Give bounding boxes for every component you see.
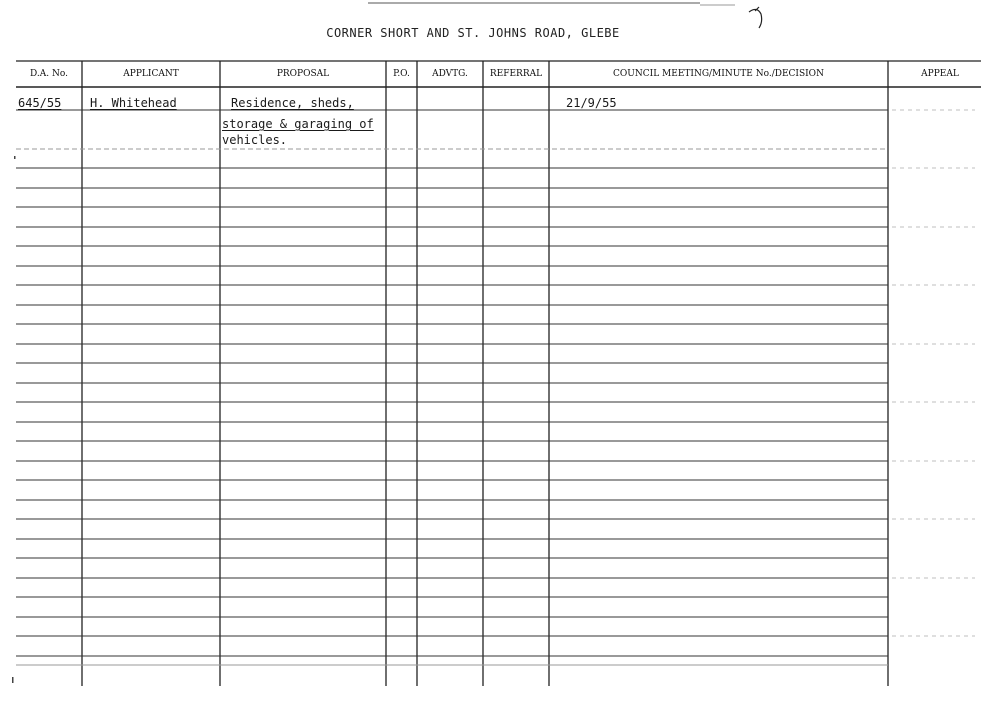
page-title: CORNER SHORT AND ST. JOHNS ROAD, GLEBE: [326, 26, 620, 40]
header-po: P.O.: [393, 69, 410, 79]
row-da-number: 645/55: [18, 96, 62, 110]
header-proposal: PROPOSAL: [276, 69, 330, 79]
row-proposal-line-2: storage & garaging of: [222, 117, 374, 131]
header-appeal: APPEAL: [921, 69, 959, 79]
row-proposal-line-1: Residence, sheds,: [231, 96, 354, 110]
header-referral: REFERRAL: [489, 69, 543, 79]
header-da-no: D.A. No.: [30, 69, 68, 79]
row-council-date: 21/9/55: [566, 96, 617, 110]
header-advtg: ADVTG.: [432, 69, 468, 79]
row-proposal-line-3: vehicles.: [222, 133, 288, 147]
header-applicant: APPLICANT: [123, 69, 179, 79]
header-council-decision: COUNCIL MEETING/MINUTE No./DECISION: [613, 69, 824, 79]
row-applicant: H. Whitehead: [90, 96, 177, 110]
